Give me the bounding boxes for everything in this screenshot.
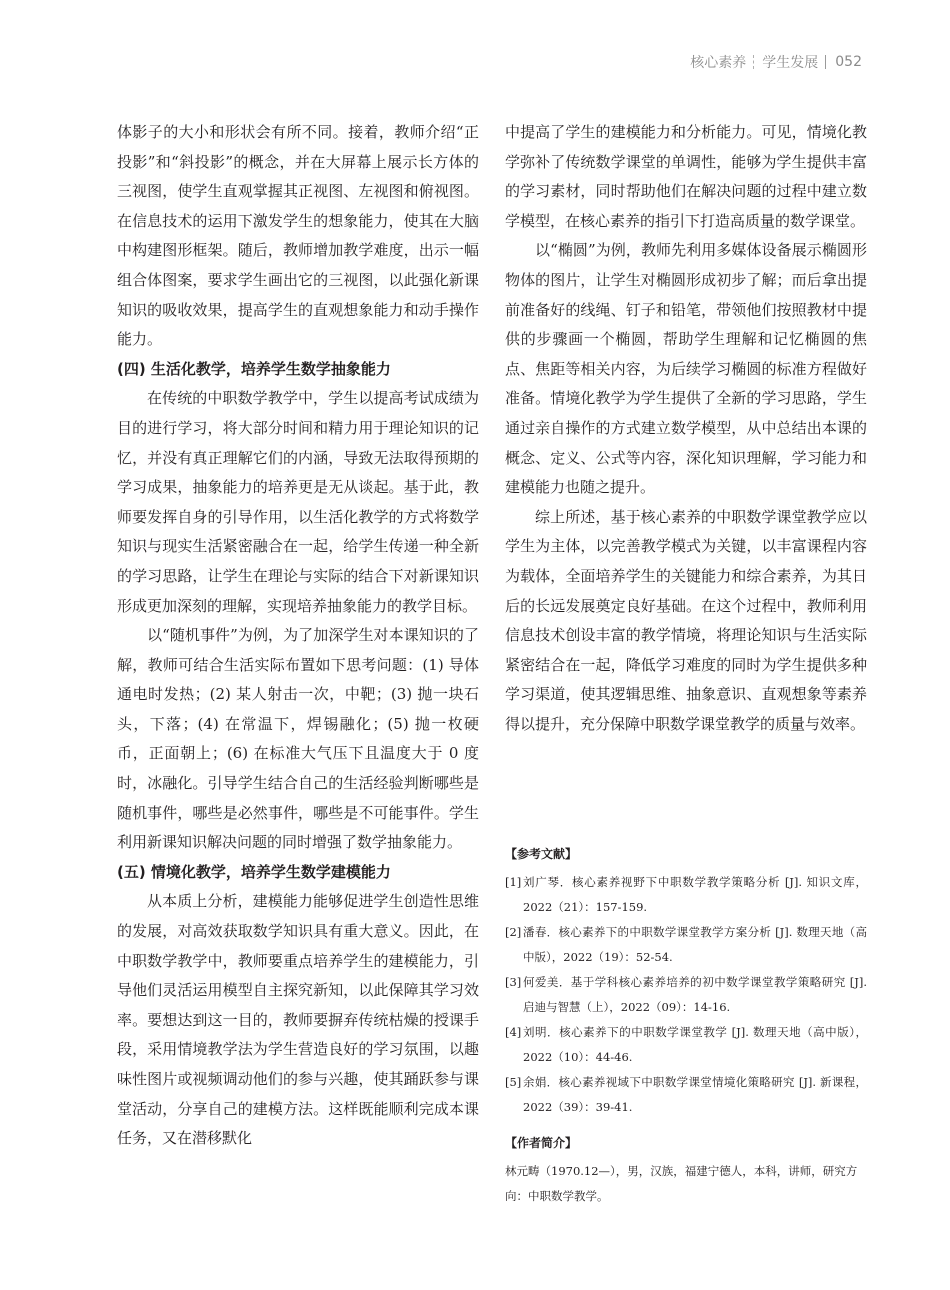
header-bar <box>825 55 826 69</box>
section-heading-4: (四) 生活化教学，培养学生数学抽象能力 <box>117 359 391 378</box>
reference-item <box>505 920 867 970</box>
author-bio-title: 【作者简介】 <box>505 1136 578 1150</box>
paragraph: 体影子的大小和形状会有所不同。接着，教师介绍“正投影”和“斜投影”的概念，并在大屏幕上展示长方体的三视图，使学生直观掌握其正视图、左视图和俯视图。在信息技术的运用下激发学生的想象能力，使其在大脑中构建图形框架。随后，教师增加教学难度，出示一幅组合体图案，要求学生画出它的三视图，以此强化新课知识的吸收效果，提高学生的直观想象能力和动手操作能力。 <box>117 123 479 349</box>
references-title: 【参考文献】 <box>505 847 578 861</box>
header-section-student-development: 学生发展 <box>762 55 819 71</box>
paragraph: 在传统的中职数学教学中，学生以提高考试成绩为目的进行学习，将大部分时间和精力用于理论知识的记忆，并没有真正理解它们的内涵，导致无法取得预期的学习成果，抽象能力的培养更是无从谈起。基于此，教师要发挥自身的引导作用，以生活化教学的方式将数学知识与现实生活紧密融合在一起，给学生传递一种全新的学习思路，让学生在理论与实际的结合下对新课知识形成更加深刻的理解，实现培养抽象能力的教学目标。 <box>117 389 479 615</box>
page-number: 052 <box>835 54 862 70</box>
running-header <box>690 52 862 72</box>
left-column <box>117 118 479 1154</box>
paragraph: 综上所述，基于核心素养的中职数学课堂教学应以学生为主体，以完善教学模式为关键，以丰富课程内容为载体，全面培养学生的关键能力和综合素养，为其日后的长远发展奠定良好基础。在这个过程中，教师利用信息技术创设丰富的教学情境，将理论知识与生活实际紧密结合在一起，降低学习难度的同时为学生提供多种学习渠道，使其逻辑思维、抽象意识、直观想象等素养得以提升，充分保障中职数学课堂教学的质量与效率。 <box>505 507 867 733</box>
paragraph: 以“随机事件”为例，为了加深学生对本课知识的了解，教师可结合生活实际布置如下思考问题：(1) 导体通电时发热；(2) 某人射击一次，中靶；(3) 抛一块石头，下落；(4) 在常温下，焊锡融化；(5) 抛一枚硬币，正面朝上；(6) 在标准大气压下且温度大于 0 度时，冰融化。引导学生结合自己的生活经验判断哪些是随机事件，哪些是必然事件，哪些是不可能事件。学生利用新课知识解决问题的同时增强了数学抽象能力。 <box>117 626 479 852</box>
author-bio-text: 林元畴（1970.12—），男，汉族，福建宁德人，本科，讲师，研究方向：中职数学教学。 <box>505 1164 858 1203</box>
paragraph: 从本质上分析，建模能力能够促进学生创造性思维的发展，对高效获取数学知识具有重大意义。因此，在中职数学教学中，教师要重点培养学生的建模能力，引导他们灵活运用模型自主探究新知，以此保障其学习效率。要想达到这一目的，教师要摒弃传统枯燥的授课手段，采用情境教学法为学生营造良好的学习氛围，以趣味性图片或视频调动他们的参与兴趣，使其踊跃参与课堂活动，分享自己的建模方法。这样既能顺利完成本课任务，又在潜移默化 <box>117 892 479 1148</box>
reference-number: [5] <box>505 1075 522 1089</box>
reference-text: 刘广琴．核心素养视野下中职数学教学策略分析 [J]. 知识文库，2022（21）：157-159. <box>523 875 867 914</box>
paragraph: 以“椭圆”为例，教师先利用多媒体设备展示椭圆形物体的图片，让学生对椭圆形成初步了解；而后拿出提前准备好的线绳、钉子和铅笔，带领他们按照教材中提供的步骤画一个椭圆，帮助学生理解和记忆椭圆的焦点、焦距等相关内容，为后续学习椭圆的标准方程做好准备。情境化教学为学生提供了全新的学习思路，学生通过亲自操作的方式建立数学模型，从中总结出本课的概念、定义、公式等内容，深化知识理解，学习能力和建模能力也随之提升。 <box>505 241 867 497</box>
reference-item <box>505 970 867 1020</box>
reference-number: [3] <box>505 975 522 989</box>
reference-text: 何爱美．基于学科核心素养培养的初中数学课堂教学策略研究 [J]. 启迪与智慧（上），2022（09）：14-16. <box>523 975 867 1014</box>
paragraph: 中提高了学生的建模能力和分析能力。可见，情境化教学弥补了传统数学课堂的单调性，能够为学生提供丰富的学习素材，同时帮助他们在解决问题的过程中建立数学模型，在核心素养的指引下打造高质量的数学课堂。 <box>505 123 867 230</box>
reference-text: 潘春．核心素养下的中职数学课堂教学方案分析 [J]. 数理天地（高中版），2022（19）：52-54. <box>523 925 867 964</box>
reference-number: [4] <box>505 1025 522 1039</box>
header-section-core-literacy: 核心素养 <box>690 55 747 71</box>
reference-item <box>505 1020 867 1070</box>
reference-text: 刘明．核心素养下的中职数学课堂教学 [J]. 数理天地（高中版），2022（10）：44-46. <box>523 1025 867 1064</box>
reference-number: [1] <box>505 875 522 889</box>
header-divider <box>753 55 755 69</box>
references-section <box>505 845 867 1120</box>
reference-item <box>505 870 867 920</box>
reference-number: [2] <box>505 925 522 939</box>
reference-item <box>505 1070 867 1120</box>
right-column <box>505 118 867 739</box>
section-heading-5: (五) 情境化教学，培养学生数学建模能力 <box>117 862 391 881</box>
reference-text: 余娟．核心素养视域下中职数学课堂情境化策略研究 [J]. 新课程，2022（39）：39-41. <box>523 1075 867 1114</box>
author-bio-section <box>505 1134 867 1209</box>
